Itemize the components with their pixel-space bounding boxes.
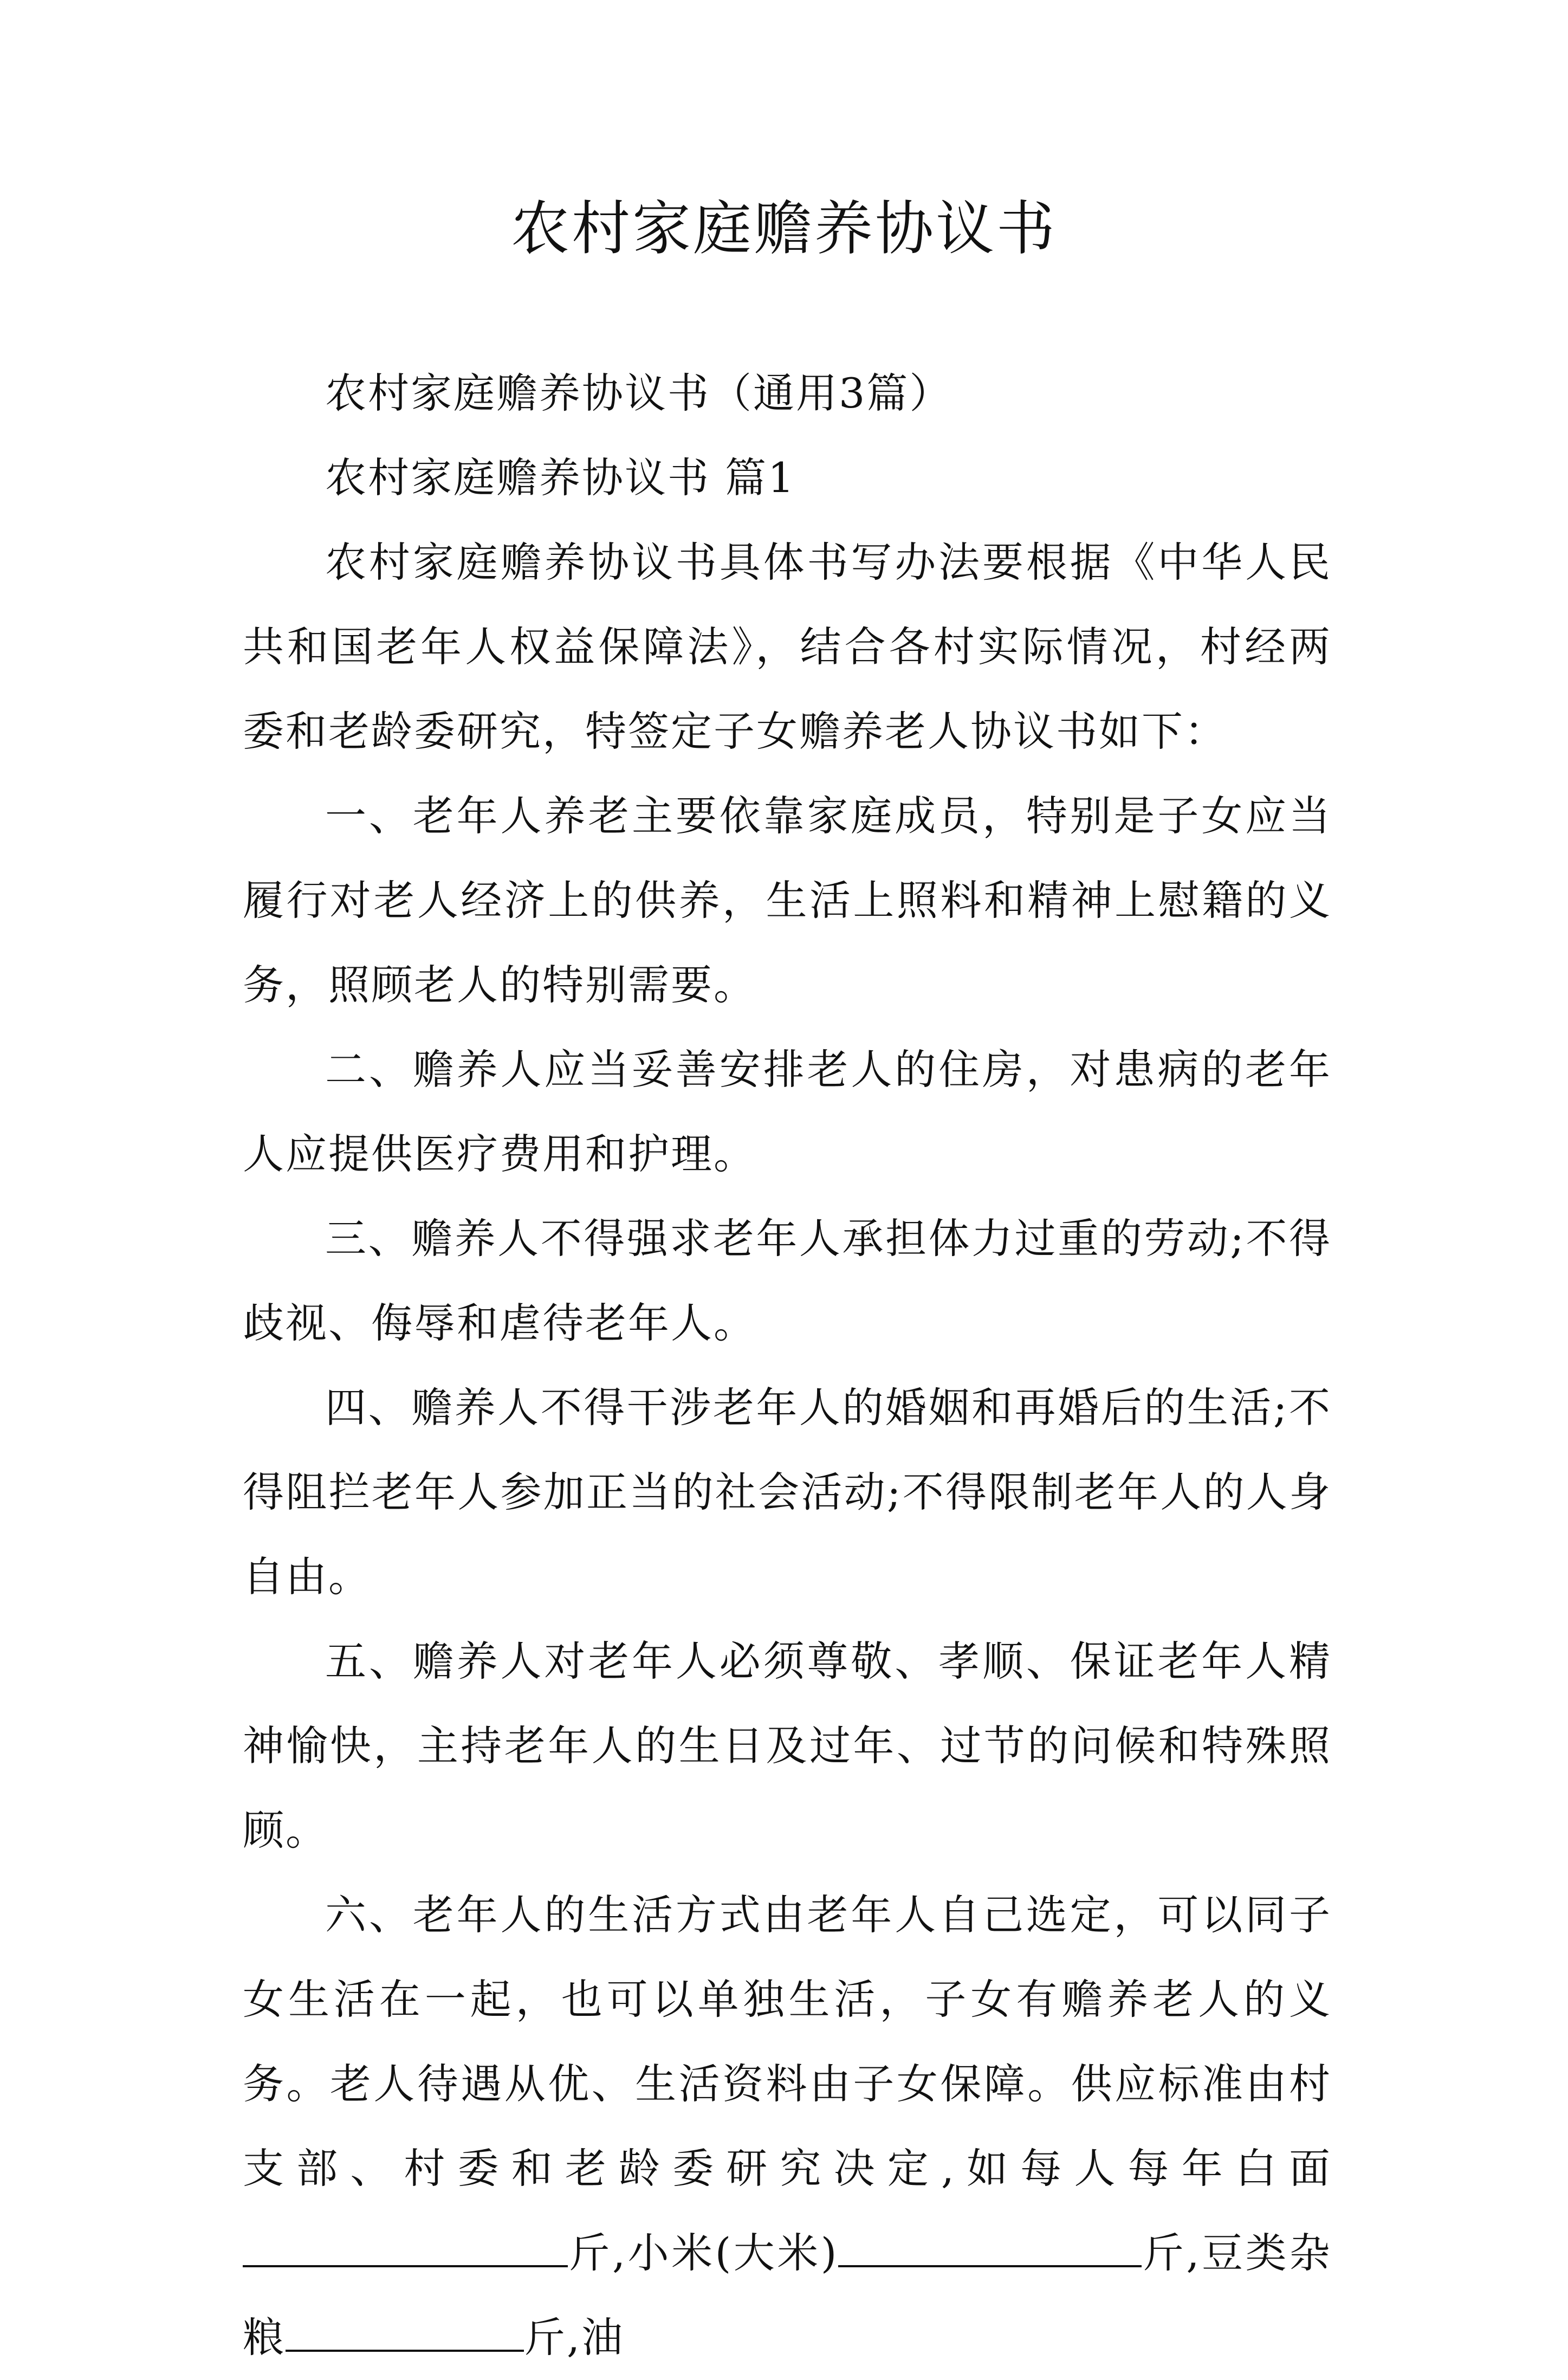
clause-6-text: 六、老年人的生活方式由老年人自己选定，可以同子女生活在一起，也可以单独生活，子女有赡养老人的义务。老人待遇从优、生活资料由子女保障。供应标准由村支部、村委和老龄委研究决定,如每人每年白面 [243,1891,1332,2193]
clause-6-unit-1: 斤, [568,2229,627,2277]
fill-blank-millet[interactable] [838,2225,1142,2267]
subtitle: 农村家庭赡养协议书（通用3篇） [325,369,953,417]
clause-6-item-2: 小米(大米) [627,2229,839,2277]
clause-4: 四、赡养人不得干涉老年人的婚姻和再婚后的生活;不得阻拦老年人参加正当的社会活动;不得限制老年人的人身自由。 [243,1383,1332,1601]
clause-5: 五、赡养人对老年人必须尊敬、孝顺、保证老年人精神愉快，主持老年人的生日及过年、过节的问候和特殊照顾。 [243,1637,1332,1854]
document-title: 农村家庭赡养协议书 [510,195,1057,263]
clause-2: 二、赡养人应当妥善安排老人的住房，对患病的老年人应提供医疗费用和护理。 [243,1045,1332,1178]
clause-3: 三、赡养人不得强求老年人承担体力过重的劳动;不得歧视、侮辱和虐待老年人。 [243,1214,1332,1347]
intro-paragraph: 农村家庭赡养协议书具体书写办法要根据《中华人民共和国老年人权益保障法》，结合各村实际情况，村经两委和老龄委研究，特签定子女赡养老人协议书如下： [243,538,1332,755]
section-heading: 农村家庭赡养协议书 篇1 [325,454,796,502]
clause-1: 一、老年人养老主要依靠家庭成员，特别是子女应当履行对老人经济上的供养，生活上照料和精神上慰籍的义务，照顾老人的特别需要。 [243,792,1332,1009]
fill-blank-grains[interactable] [286,2310,524,2352]
clause-6 [243,1873,1332,2380]
fill-blank-wheat[interactable] [243,2225,568,2267]
clause-6-unit-2: 斤,豆类杂粮 [243,2229,1332,2362]
document-body [243,351,1332,2380]
clause-6-unit-3: 斤,油 [524,2313,625,2362]
